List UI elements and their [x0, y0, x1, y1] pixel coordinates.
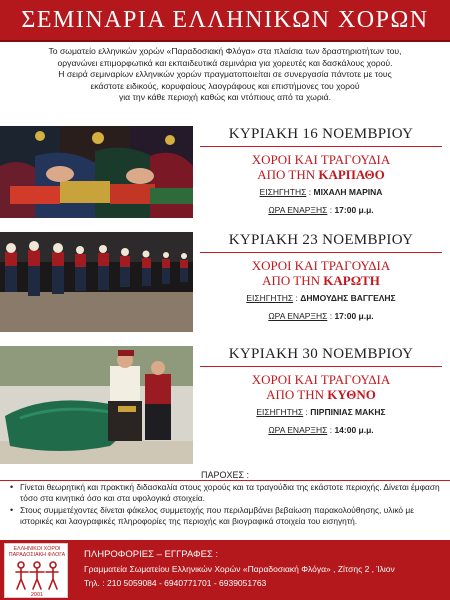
list-item	[8, 505, 444, 527]
speaker-name: ΜΙΧΑΛΗ ΜΑΡΙΝΑ	[313, 187, 383, 197]
karoti-dancers-photo	[0, 232, 193, 332]
divider	[200, 146, 442, 147]
event-place: ΚΑΡΠΑΘΟ	[318, 167, 385, 182]
event-speaker: ΕΙΣΗΓΗΤΗΣ : ΜΙΧΑΛΗ ΜΑΡΙΝΑ	[259, 187, 383, 197]
provides-heading: ΠΑΡΟΧΕΣ :	[200, 470, 250, 480]
event-date: ΚΥΡΙΑΚΗ 30 ΝΟΕΜΒΡΙΟΥ	[228, 346, 414, 362]
logo-text: ΕΛΛΗΝΙΚΟΙ ΧΟΡΟΙ ΠΑΡΑΔΟΣΙΑΚΗ ΦΛΟΓΑ	[8, 546, 66, 559]
provides-list	[8, 482, 444, 528]
time-label: ΩΡΑ ΕΝΑΡΞΗΣ	[268, 205, 328, 215]
karpathos-dancers-photo	[0, 126, 193, 218]
event-title-prefix: ΑΠΟ ΤΗΝ	[266, 387, 328, 402]
event-title-line2	[200, 273, 442, 288]
time-label: ΩΡΑ ΕΝΑΡΞΗΣ	[268, 311, 328, 321]
speaker-label: ΕΙΣΗΓΗΤΗΣ	[246, 293, 294, 303]
page-title: ΣΕΜΙΝΑΡΙΑ ΕΛΛΗΝΙΚΩΝ ΧΟΡΩΝ	[21, 7, 429, 33]
event-title-line1: ΧΟΡΟΙ ΚΑΙ ΤΡΑΓΟΥΔΙΑ	[251, 258, 391, 273]
intro-line: Το σωματείο ελληνικών χορών «Παραδοσιακή Φλόγα» στα πλαίσια των δραστηριοτήτων του,	[48, 46, 402, 56]
event-start-time: ΩΡΑ ΕΝΑΡΞΗΣ : 17:00 μ.μ.	[268, 311, 374, 321]
list-item	[8, 482, 444, 504]
divider	[200, 366, 442, 367]
seminar-event-3	[200, 346, 442, 435]
divider	[200, 252, 442, 253]
event-speaker: ΕΙΣΗΓΗΤΗΣ : ΔΗΜΟΥΔΗΣ ΒΑΓΓΕΛΗΣ	[246, 293, 396, 303]
event-date: ΚΥΡΙΑΚΗ 23 ΝΟΕΜΒΡΙΟΥ	[228, 232, 414, 248]
event-place: ΚΑΡΩΤΗ	[323, 273, 380, 288]
seminar-event-2	[200, 232, 442, 321]
time-label: ΩΡΑ ΕΝΑΡΞΗΣ	[268, 425, 328, 435]
event-speaker: ΕΙΣΗΓΗΤΗΣ : ΠΙΡΠΙΝΙΑΣ ΜΑΚΗΣ	[256, 407, 386, 417]
logo-year: 2001	[30, 592, 44, 598]
list-item-text: Γίνεται θεωρητική και πρακτική διδασκαλία στους χορούς και τα τραγούδια της εκάστοτε περιοχής. Δίνεται έμφαση τόσο στα κινητικά όσο και στα υφολογικά στοιχεία.	[20, 482, 440, 503]
bullet-icon: •	[10, 505, 14, 515]
event-title-line1: ΧΟΡΟΙ ΚΑΙ ΤΡΑΓΟΥΔΙΑ	[251, 372, 391, 387]
speaker-label: ΕΙΣΗΓΗΤΗΣ	[259, 187, 307, 197]
intro-line: Η σειρά σεμιναρίων ελληνικών χορών πραγματοποιείται σε συνεργασία πάντοτε με τους	[58, 69, 392, 80]
intro-paragraph	[8, 46, 442, 104]
dancers-logo-icon	[13, 559, 61, 591]
event-title-line2	[200, 167, 442, 182]
event-start-time: ΩΡΑ ΕΝΑΡΞΗΣ : 17:00 μ.μ.	[268, 205, 374, 215]
list-item-text: Στους συμμετέχοντες δίνεται φάκελος συμμετοχής που περιλαμβάνει βεβαίωση παρακολούθησης, υλικό με ιστορικές και λαογραφικές πληροφορίες της περιοχής και βιογραφικά στοιχεία του εισηγητή.	[20, 505, 414, 526]
bullet-icon: •	[10, 482, 14, 492]
speaker-name: ΠΙΡΠΙΝΙΑΣ ΜΑΚΗΣ	[310, 407, 386, 417]
association-logo	[4, 543, 68, 598]
intro-line: εκάστοτε ειδικούς, κορυφαίους λαογράφους και επιστήμονες του χορού	[90, 80, 360, 91]
association-address: Γραμματεία Σωματείου Ελληνικών Χορών «Παραδοσιακή Φλόγα» , Ζίτσης 2 , Ίλιον	[84, 564, 395, 574]
kythnos-dancers-photo	[0, 346, 193, 464]
time-value: 14:00 μ.μ.	[334, 425, 374, 435]
speaker-label: ΕΙΣΗΓΗΤΗΣ	[256, 407, 304, 417]
time-value: 17:00 μ.μ.	[334, 311, 374, 321]
event-start-time: ΩΡΑ ΕΝΑΡΞΗΣ : 14:00 μ.μ.	[268, 425, 374, 435]
event-title-line1: ΧΟΡΟΙ ΚΑΙ ΤΡΑΓΟΥΔΙΑ	[251, 152, 391, 167]
intro-line: οργανώνει επιμορφωτικά και εκπαιδευτικά σεμινάρια για χορευτές και δασκάλους χορού.	[57, 57, 393, 68]
header-banner	[0, 0, 450, 42]
event-title-prefix: ΑΠΟ ΤΗΝ	[262, 273, 324, 288]
divider	[0, 480, 450, 481]
phone-numbers: Τηλ. : 210 5059084 - 6940771701 - 6939051763	[84, 578, 267, 588]
seminar-event-1	[200, 126, 442, 215]
speaker-name: ΔΗΜΟΥΔΗΣ ΒΑΓΓΕΛΗΣ	[300, 293, 396, 303]
info-heading: ΠΛΗΡΟΦΟΡΙΕΣ – ΕΓΓΡΑΦΕΣ :	[84, 549, 219, 560]
event-date: ΚΥΡΙΑΚΗ 16 ΝΟΕΜΒΡΙΟΥ	[228, 126, 414, 142]
event-place: ΚΥΘΝΟ	[327, 387, 376, 402]
time-value: 17:00 μ.μ.	[334, 205, 374, 215]
event-title-prefix: ΑΠΟ ΤΗΝ	[257, 167, 319, 182]
intro-line: για την κάθε περιοχή καθώς και ντόπιους από τα χωριά.	[118, 92, 332, 103]
event-title-line2	[200, 387, 442, 402]
